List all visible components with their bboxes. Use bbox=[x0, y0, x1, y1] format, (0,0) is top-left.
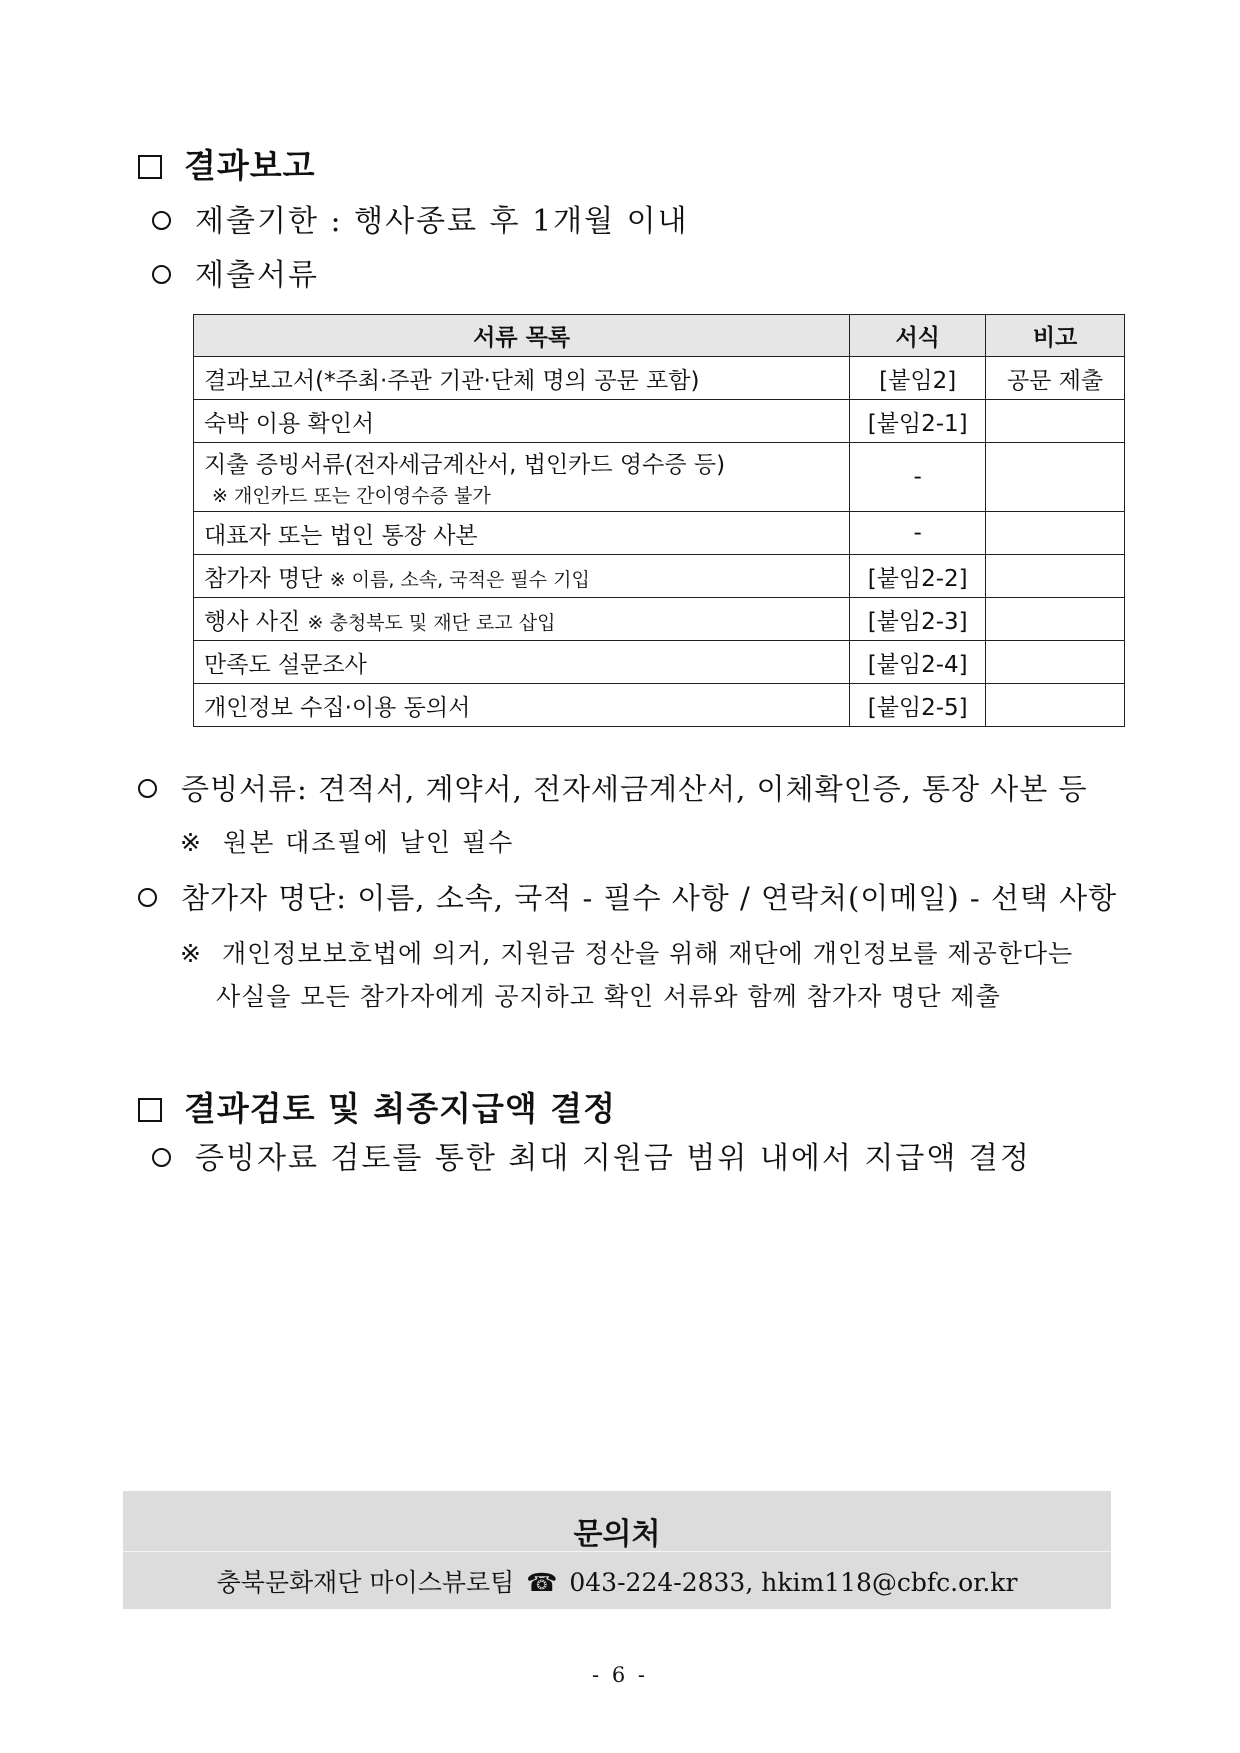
bullet-deadline bbox=[152, 196, 689, 240]
remark-cell bbox=[986, 641, 1125, 684]
participants-text: 참가자 명단: 이름, 소속, 국적 - 필수 사항 / 연락처(이메일) - 선택 사항 bbox=[181, 881, 1118, 915]
checkbox-square-icon bbox=[138, 155, 162, 179]
doc-note: ※ 개인카드 또는 간이영수증 불가 bbox=[212, 485, 491, 507]
reference-mark: ※ bbox=[180, 939, 202, 968]
contact-box bbox=[123, 1491, 1111, 1609]
table-header-row bbox=[194, 315, 1125, 357]
documents-table bbox=[193, 314, 1125, 727]
doc-name: 개인정보 수집·이용 동의서 bbox=[194, 684, 850, 727]
contact-phone: 043-224-2833, bbox=[569, 1568, 754, 1597]
doc-name: 참가자 명단 bbox=[204, 565, 323, 592]
bullet-documents bbox=[152, 250, 319, 294]
participants-note-line1 bbox=[180, 934, 1073, 970]
form-cell: - bbox=[850, 443, 986, 512]
telephone-icon: ☎ bbox=[526, 1568, 558, 1597]
doc-note: ※ 이름, 소속, 국적은 필수 기입 bbox=[329, 568, 590, 591]
doc-name: 숙박 이용 확인서 bbox=[194, 400, 850, 443]
circle-bullet-icon bbox=[152, 211, 171, 230]
doc-name: 대표자 또는 법인 통장 사본 bbox=[194, 512, 850, 555]
documents-label: 제출서류 bbox=[195, 258, 319, 293]
checkbox-square-icon bbox=[138, 1098, 162, 1122]
contact-line bbox=[123, 1563, 1111, 1599]
reference-mark: ※ bbox=[180, 828, 203, 857]
table-row bbox=[194, 684, 1125, 727]
table-row bbox=[194, 400, 1125, 443]
doc-cell bbox=[194, 443, 850, 512]
header-doc-list: 서류 목록 bbox=[194, 315, 850, 357]
remark-cell bbox=[986, 400, 1125, 443]
participants-note-text: 개인정보보호법에 의거, 지원금 정산을 위해 재단에 개인정보를 제공한다는 bbox=[221, 939, 1074, 968]
participants-note-line2 bbox=[216, 977, 1001, 1013]
table-row bbox=[194, 443, 1125, 512]
form-cell: [붙임2-2] bbox=[850, 555, 986, 598]
bullet-participants bbox=[138, 876, 1117, 917]
contact-email[interactable]: hkim118@cbfc.or.kr bbox=[761, 1568, 1018, 1597]
table-row bbox=[194, 512, 1125, 555]
section-title-text: 결과보고 bbox=[184, 146, 316, 185]
circle-bullet-icon bbox=[152, 1148, 171, 1167]
section-title-text: 결과검토 및 최종지급액 결정 bbox=[184, 1089, 617, 1128]
section-title-result-report bbox=[138, 140, 316, 187]
table-row bbox=[194, 641, 1125, 684]
deadline-text: 제출기한 : 행사종료 후 1개월 이내 bbox=[195, 204, 689, 239]
form-cell: - bbox=[850, 512, 986, 555]
remark-cell bbox=[986, 555, 1125, 598]
bullet-review bbox=[152, 1133, 1031, 1177]
form-cell: [붙임2-5] bbox=[850, 684, 986, 727]
form-cell: [붙임2] bbox=[850, 357, 986, 400]
doc-name: 행사 사진 bbox=[204, 608, 301, 635]
doc-name: 결과보고서(*주최·주관 기관·단체 명의 공문 포함) bbox=[194, 357, 850, 400]
table-row bbox=[194, 357, 1125, 400]
participants-note-text-2: 사실을 모든 참가자에게 공지하고 확인 서류와 함께 참가자 명단 제출 bbox=[216, 982, 1001, 1011]
contact-divider bbox=[123, 1551, 1111, 1552]
table-row bbox=[194, 555, 1125, 598]
evidence-text: 증빙서류: 견적서, 계약서, 전자세금계산서, 이체확인증, 통장 사본 등 bbox=[181, 772, 1088, 806]
contact-org: 충북문화재단 마이스뷰로팀 bbox=[216, 1568, 515, 1597]
bullet-evidence bbox=[138, 767, 1088, 808]
page-number: - 6 - bbox=[592, 1663, 648, 1687]
remark-cell bbox=[986, 512, 1125, 555]
doc-name: 지출 증빙서류(전자세금계산서, 법인카드 영수증 등) bbox=[204, 452, 726, 478]
remark-cell bbox=[986, 684, 1125, 727]
form-cell: [붙임2-1] bbox=[850, 400, 986, 443]
header-remark: 비고 bbox=[986, 315, 1125, 357]
doc-note: ※ 충청북도 및 재단 로고 삽입 bbox=[307, 611, 556, 634]
evidence-note-text: 원본 대조필에 날인 필수 bbox=[222, 828, 515, 857]
review-text: 증빙자료 검토를 통한 최대 지원금 범위 내에서 지급액 결정 bbox=[195, 1141, 1031, 1176]
table-row bbox=[194, 598, 1125, 641]
form-cell: [붙임2-3] bbox=[850, 598, 986, 641]
header-form: 서식 bbox=[850, 315, 986, 357]
section-title-review bbox=[138, 1083, 616, 1130]
doc-name: 만족도 설문조사 bbox=[194, 641, 850, 684]
circle-bullet-icon bbox=[138, 779, 157, 798]
remark-cell: 공문 제출 bbox=[986, 357, 1125, 400]
remark-cell bbox=[986, 598, 1125, 641]
doc-cell bbox=[194, 555, 850, 598]
doc-cell bbox=[194, 598, 850, 641]
evidence-note bbox=[180, 823, 514, 859]
contact-title: 문의처 bbox=[573, 1517, 661, 1552]
form-cell: [붙임2-4] bbox=[850, 641, 986, 684]
circle-bullet-icon bbox=[138, 888, 157, 907]
circle-bullet-icon bbox=[152, 265, 171, 284]
remark-cell bbox=[986, 443, 1125, 512]
